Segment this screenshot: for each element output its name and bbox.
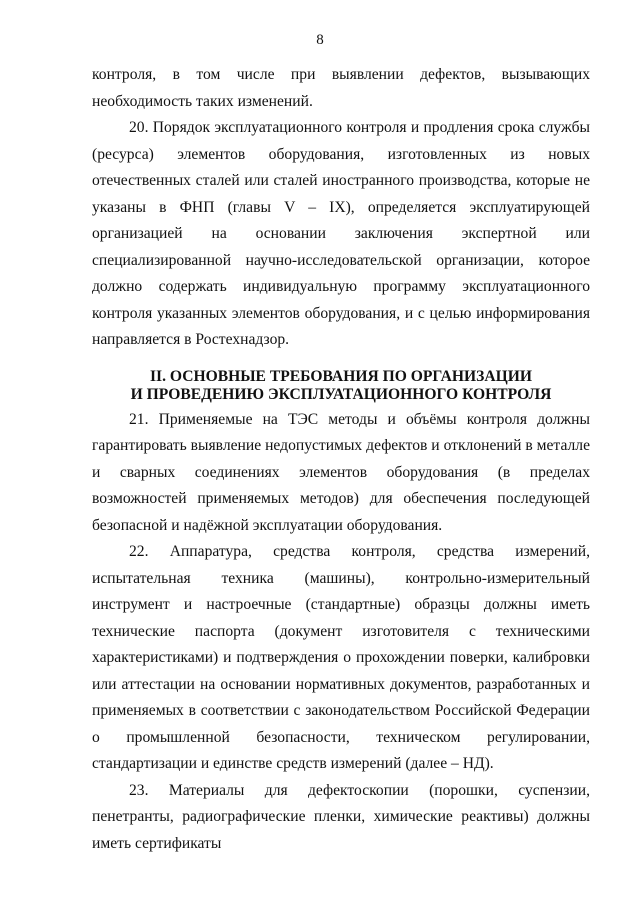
paragraph-23: 23. Материалы для дефектоскопии (порошки, суспензии, пенетранты, радиографические пленки, химические реактивы) должны иметь сертификаты: [92, 781, 590, 852]
paragraph-20: 20. Порядок эксплуатационного контроля и продления срока службы (ресурса) элементов оборудования, изготовленных из новых отечественных сталей или сталей иностранного производства, которые не указаны в ФНП (главы V – IX), определяется эксплуатирующей организацией на основании заключения экспертной или специализированной научно-исследовательской организации, которое должно содержать индивидуальную программу эксплуатационного контроля указанных элементов оборудования, и с целью информирования направляется в Ростехнадзор.: [92, 119, 590, 348]
paragraph-21: 21. Применяемые на ТЭС методы и объёмы контроля должны гарантировать выявление недопустимых дефектов и отклонений в металле и сварных соединениях элементов оборудования (в пределах возможностей применяемых методов) для обеспечения последующей безопасной и надёжной эксплуатации оборудования.: [92, 410, 590, 534]
section-heading-line-2: И ПРОВЕДЕНИЮ ЭКСПЛУАТАЦИОННОГО КОНТРОЛЯ: [130, 385, 552, 403]
document-body: [92, 62, 590, 857]
section-heading: [92, 368, 590, 404]
page-number: 8: [316, 32, 324, 48]
section-heading-line-1: II. ОСНОВНЫЕ ТРЕБОВАНИЯ ПО ОРГАНИЗАЦИИ: [149, 367, 533, 385]
paragraph-22: 22. Аппаратура, средства контроля, средства измерений, испытательная техника (машины), контрольно-измерительный инструмент и настроечные (стандартные) образцы должны иметь технические паспорта (документ изготовителя с техническими характеристиками) и подтверждения о прохождении поверки, калибровки или аттестации на основании нормативных документов, разработанных и применяемых в соответствии с законодательством Российской Федерации о промышленной безопасности, техническом регулировании, стандартизации и единстве средств измерений (далее – НД).: [92, 543, 590, 772]
paragraph-continuation: контроля, в том числе при выявлении дефектов, вызывающих необходимость таких изменений.: [92, 66, 590, 110]
